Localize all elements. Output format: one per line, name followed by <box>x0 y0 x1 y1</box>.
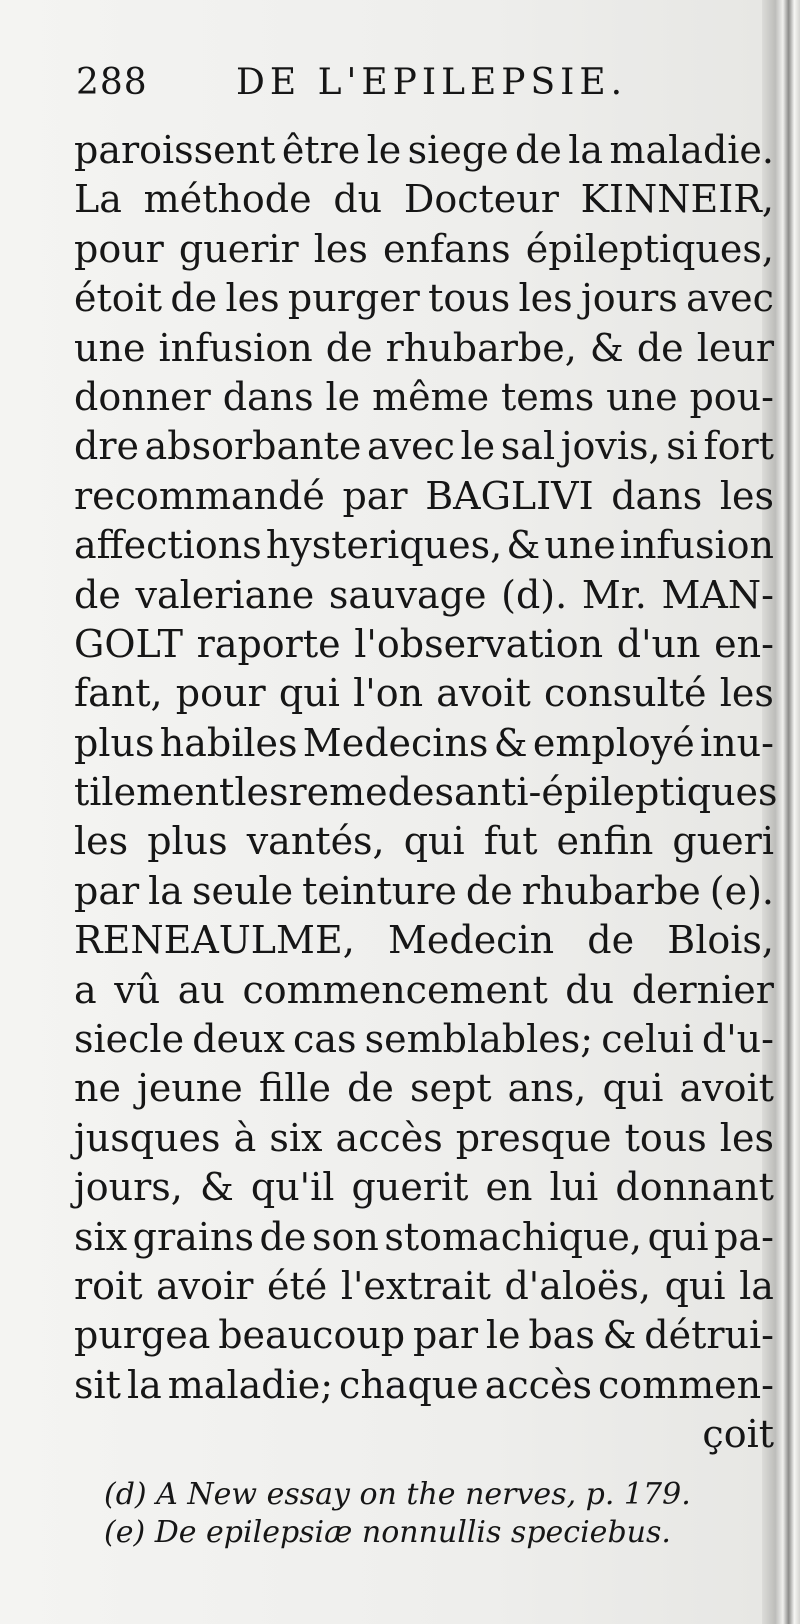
word: KINNEIR, <box>580 177 774 222</box>
text-line <box>74 126 774 175</box>
word: de <box>515 128 562 172</box>
word: jours, <box>74 1165 183 1210</box>
word: le <box>460 424 496 469</box>
word: guerit <box>351 1165 469 1210</box>
word: par <box>412 1313 479 1358</box>
word: sept <box>409 1066 492 1111</box>
word: de <box>259 1214 307 1259</box>
word: au <box>177 967 225 1012</box>
word: donnant <box>615 1165 774 1210</box>
word: remedes <box>288 770 454 815</box>
word: & <box>199 1165 234 1210</box>
word: plus <box>147 819 228 864</box>
word: celui <box>601 1017 694 1062</box>
word: MAN- <box>661 572 774 617</box>
word: ne <box>74 1066 121 1111</box>
word: roit <box>74 1263 143 1308</box>
text-line <box>74 966 774 1015</box>
word: & <box>493 720 528 765</box>
text-line <box>74 1163 774 1212</box>
word: (d). <box>501 572 568 617</box>
word: gueri <box>672 819 774 864</box>
word: tilement <box>74 770 235 815</box>
word: tous <box>624 1115 707 1160</box>
word: de <box>74 572 121 617</box>
word: les <box>74 819 129 864</box>
word: les <box>234 770 289 815</box>
word: inu- <box>699 720 774 765</box>
word: qui <box>403 819 465 864</box>
word: l'extrait <box>340 1263 491 1308</box>
text-line <box>74 1064 774 1113</box>
page-header <box>76 58 756 110</box>
word: dre <box>74 424 139 469</box>
word: de <box>347 1066 394 1111</box>
word: fant, <box>74 671 163 716</box>
word: du <box>565 967 615 1012</box>
word: Docteur <box>403 177 559 222</box>
word: stomachique, <box>384 1214 642 1259</box>
text-line <box>74 571 774 620</box>
word: plus <box>74 720 155 765</box>
word: seule <box>191 868 294 913</box>
word: donner <box>74 374 211 419</box>
body-text <box>74 126 778 1460</box>
text-line <box>74 1015 774 1064</box>
word: (e). <box>709 868 774 913</box>
text-line <box>74 324 774 373</box>
word: si <box>666 424 698 469</box>
word: deux <box>192 1017 285 1062</box>
word: infusion <box>619 523 774 568</box>
footnote-e: (e) De epilepsiæ nonnullis speciebus. <box>104 1515 671 1550</box>
text-line <box>74 1361 774 1410</box>
word: le <box>485 1313 521 1358</box>
word: six <box>74 1214 128 1259</box>
word: fille <box>258 1066 331 1111</box>
word: fort <box>703 424 774 469</box>
word: en- <box>714 621 774 666</box>
word: commencement <box>242 967 548 1012</box>
word: absorbante <box>144 424 362 469</box>
word: leur <box>696 325 774 370</box>
text-line <box>74 1311 774 1360</box>
word: maladie; <box>167 1362 334 1407</box>
word: presque <box>455 1115 612 1160</box>
word: avoit <box>436 671 531 716</box>
word: épileptiques, <box>525 226 774 271</box>
word: purger <box>287 276 420 321</box>
word: une <box>74 325 146 370</box>
word: enfans <box>383 226 511 271</box>
catchword: çoit <box>702 1412 774 1457</box>
word: par <box>74 868 140 913</box>
word: accès <box>335 1115 443 1160</box>
text-line <box>74 669 774 718</box>
word: semblables; <box>364 1017 594 1062</box>
word: étoit <box>74 276 163 321</box>
word: infusion <box>158 325 313 370</box>
word: chaque <box>339 1362 479 1407</box>
text-line <box>74 472 774 521</box>
word: hysteriques, <box>265 523 503 568</box>
text-line <box>74 768 778 817</box>
word: bas <box>528 1313 595 1358</box>
word: de <box>325 325 373 370</box>
word: les <box>719 473 774 518</box>
word: vû <box>114 967 161 1012</box>
word: la <box>568 128 604 172</box>
word: BAGLIVI <box>425 473 594 518</box>
word: à <box>233 1115 257 1160</box>
word: avoit <box>679 1066 774 1111</box>
text-line <box>74 521 774 570</box>
text-line <box>74 1262 774 1311</box>
word: purgea <box>74 1313 211 1358</box>
word: de <box>636 325 684 370</box>
footnote-d: (d) A New essay on the nerves, p. 179. <box>104 1477 691 1512</box>
word: par <box>342 473 408 518</box>
word: & <box>589 325 624 370</box>
footnotes <box>104 1476 764 1552</box>
word: paroissent <box>74 128 276 172</box>
word: Blois, <box>667 918 774 963</box>
word: pour <box>74 226 164 271</box>
word: fut <box>483 819 538 864</box>
word: qui <box>602 1066 664 1111</box>
word: qu'il <box>250 1165 335 1210</box>
word: être <box>281 128 361 172</box>
word: le <box>325 374 361 419</box>
word: qui <box>664 1263 726 1308</box>
word: la <box>739 1263 774 1308</box>
text-line <box>74 422 774 471</box>
word: la <box>126 1362 162 1407</box>
word: affections <box>74 523 262 568</box>
word: d'aloës, <box>504 1263 651 1308</box>
word: enfin <box>556 819 654 864</box>
word: du <box>333 177 383 222</box>
word: employé <box>532 720 695 765</box>
word: été <box>266 1263 328 1308</box>
text-line <box>74 175 774 224</box>
word: avec <box>366 424 455 469</box>
word: beaucoup <box>218 1313 406 1358</box>
word: les <box>225 276 280 321</box>
word: accès <box>484 1362 592 1407</box>
word: siecle <box>74 1017 185 1062</box>
word: anti-épileptiques <box>454 770 778 815</box>
word: qui <box>647 1214 709 1259</box>
word: les <box>518 276 573 321</box>
word: lui <box>549 1165 599 1210</box>
word: dans <box>222 374 314 419</box>
word: rhubarbe <box>521 868 701 913</box>
word: valeriane <box>135 572 315 617</box>
word: six <box>269 1115 323 1160</box>
text-line <box>74 1213 774 1262</box>
word: une <box>544 523 616 568</box>
word: & <box>506 523 541 568</box>
word: Medecin <box>387 918 555 963</box>
text-line <box>74 373 774 422</box>
text-line <box>74 620 774 669</box>
word: son <box>311 1214 379 1259</box>
word: La <box>74 177 122 222</box>
text-line <box>74 916 774 965</box>
word: de <box>170 276 218 321</box>
word: pour <box>175 671 266 716</box>
word: grains <box>132 1214 254 1259</box>
word: guerir <box>178 226 299 271</box>
word: sauvage <box>328 572 487 617</box>
word: de <box>587 918 635 963</box>
word: recommandé <box>74 473 325 518</box>
word: commen- <box>597 1362 774 1407</box>
word: pa- <box>714 1214 774 1259</box>
word: le <box>366 128 402 172</box>
word: maladie. <box>609 128 774 172</box>
word: les <box>719 671 774 716</box>
text-line <box>74 817 774 866</box>
word: raporte <box>196 621 341 666</box>
word: pou- <box>689 374 774 419</box>
text-line <box>74 719 774 768</box>
word: siege <box>407 128 509 172</box>
word: dans <box>611 473 703 518</box>
word: vantés, <box>246 819 385 864</box>
text-line <box>74 867 774 916</box>
word: GOLT <box>74 621 183 666</box>
word: jeune <box>137 1066 243 1111</box>
word: a <box>74 967 97 1012</box>
word: qui <box>278 671 340 716</box>
word: les <box>313 226 368 271</box>
word: tems <box>500 374 595 419</box>
text-line <box>74 1114 774 1163</box>
word: d'u- <box>701 1017 774 1062</box>
word: avoir <box>156 1263 254 1308</box>
word: Medecins <box>302 720 489 765</box>
word: ans, <box>507 1066 587 1111</box>
text-line <box>74 225 774 274</box>
word: l'observation <box>354 621 604 666</box>
word: une <box>606 374 678 419</box>
word: tous <box>428 276 511 321</box>
word: jours <box>580 276 678 321</box>
word: sal <box>500 424 556 469</box>
word: & <box>602 1313 637 1358</box>
text-line <box>74 274 774 323</box>
word: avec <box>686 276 774 321</box>
word: rhubarbe, <box>385 325 577 370</box>
word: les <box>719 1115 774 1160</box>
word: la <box>148 868 183 913</box>
word: RENEAULME, <box>74 918 355 963</box>
word: dernier <box>631 967 774 1012</box>
catchword-line <box>74 1410 774 1459</box>
word: jovis, <box>560 424 661 469</box>
running-head: DE L'EPILEPSIE. <box>236 62 628 103</box>
word: d'un <box>616 621 701 666</box>
word: méthode <box>143 177 312 222</box>
word: jusques <box>74 1115 221 1160</box>
word: consulté <box>543 671 707 716</box>
word: teinture <box>302 868 457 913</box>
word: cas <box>293 1017 357 1062</box>
word: en <box>485 1165 533 1210</box>
word: sit <box>74 1362 121 1407</box>
page-number: 288 <box>76 62 148 103</box>
word: détrui- <box>644 1313 774 1358</box>
word: Mr. <box>581 572 647 617</box>
word: même <box>372 374 490 419</box>
word: de <box>465 868 513 913</box>
word: l'on <box>353 671 424 716</box>
word: habiles <box>159 720 298 765</box>
